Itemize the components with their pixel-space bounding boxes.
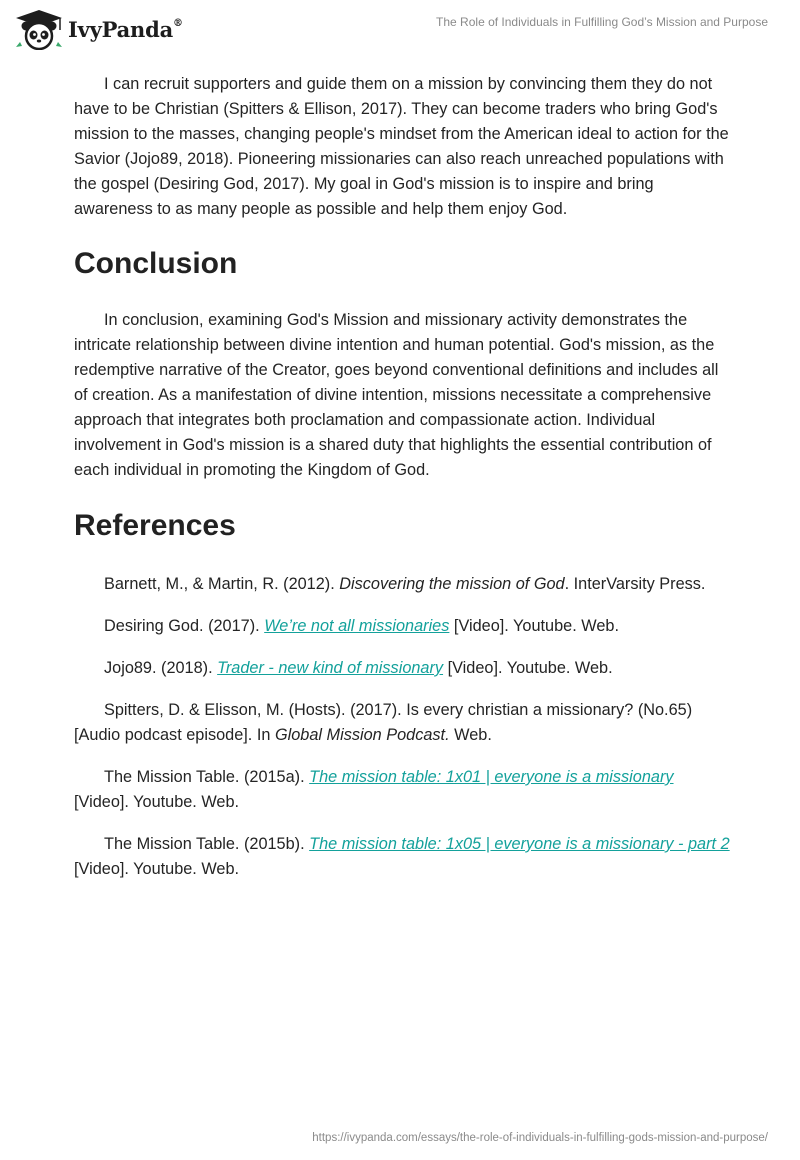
reference-item: Spitters, D. & Elisson, M. (Hosts). (2017). Is every christian a missionary? (No.65) [Audio podcast episode]. In Global Mission Podcast. Web. (74, 701, 693, 744)
references-list (74, 572, 730, 882)
reference-item: Jojo89. (2018). Trader - new kind of missionary [Video]. Youtube. Web. (104, 659, 613, 677)
reference-item: The Mission Table. (2015a). The mission table: 1x01 | everyone is a missionary [Video]. Youtube. Web. (74, 768, 674, 811)
reference-item: The Mission Table. (2015b). The mission table: 1x05 | everyone is a missionary - part 2 [Video]. Youtube. Web. (74, 835, 730, 878)
reference-item: Desiring God. (2017). We’re not all missionaries [Video]. Youtube. Web. (104, 617, 619, 635)
reference-link[interactable]: The mission table: 1x01 | everyone is a missionary (309, 768, 674, 786)
reference-link[interactable]: The mission table: 1x05 | everyone is a missionary - part 2 (309, 835, 730, 853)
reference-link[interactable]: Trader - new kind of missionary (217, 659, 444, 677)
reference-title: Global Mission Podcast. (274, 726, 450, 744)
page-header (0, 0, 800, 60)
body-paragraph: I can recruit supporters and guide them on a mission by convincing them they do not have to be Christian (Spitters & Ellison, 2017). They can become traders who bring God's mission to the masses, changing people's mindset from the American ideal to action for the Savior (Jojo89, 2018). Pioneering missionaries can also reach unreached populations with the gospel (Desiring God, 2017). My goal in God's mission is to inspire and bring awareness to as many people as possible and help them enjoy God. (74, 75, 729, 218)
panda-graduate-icon (14, 8, 64, 50)
essay-content (74, 72, 730, 899)
reference-title: Discovering the mission of God (339, 575, 565, 593)
reference-item: Barnett, M., & Martin, R. (2012). Discovering the mission of God. InterVarsity Press. (104, 575, 706, 593)
brand-name: IvyPanda® (68, 16, 183, 42)
ivypanda-logo[interactable] (14, 8, 183, 50)
running-title: The Role of Individuals in Fulfilling God’s Mission and Purpose (436, 15, 768, 29)
source-url[interactable]: https://ivypanda.com/essays/the-role-of-individuals-in-fulfilling-gods-mission-and-purpose/ (312, 1132, 768, 1144)
references-heading: References (74, 509, 236, 542)
conclusion-heading: Conclusion (74, 247, 238, 280)
conclusion-paragraph: In conclusion, examining God's Mission and missionary activity demonstrates the intricate relationship between divine intention and human potential. God's mission, as the redemptive narrative of the Creator, goes beyond conventional definitions and includes all of creation. As a manifestation of divine intention, missions necessitate a comprehensive approach that integrates both proclamation and compassionate action. Individual involvement in God's mission is a shared duty that highlights the essential contribution of each individual in promoting the Kingdom of God. (74, 311, 719, 479)
reference-link[interactable]: We’re not all missionaries (264, 617, 450, 635)
